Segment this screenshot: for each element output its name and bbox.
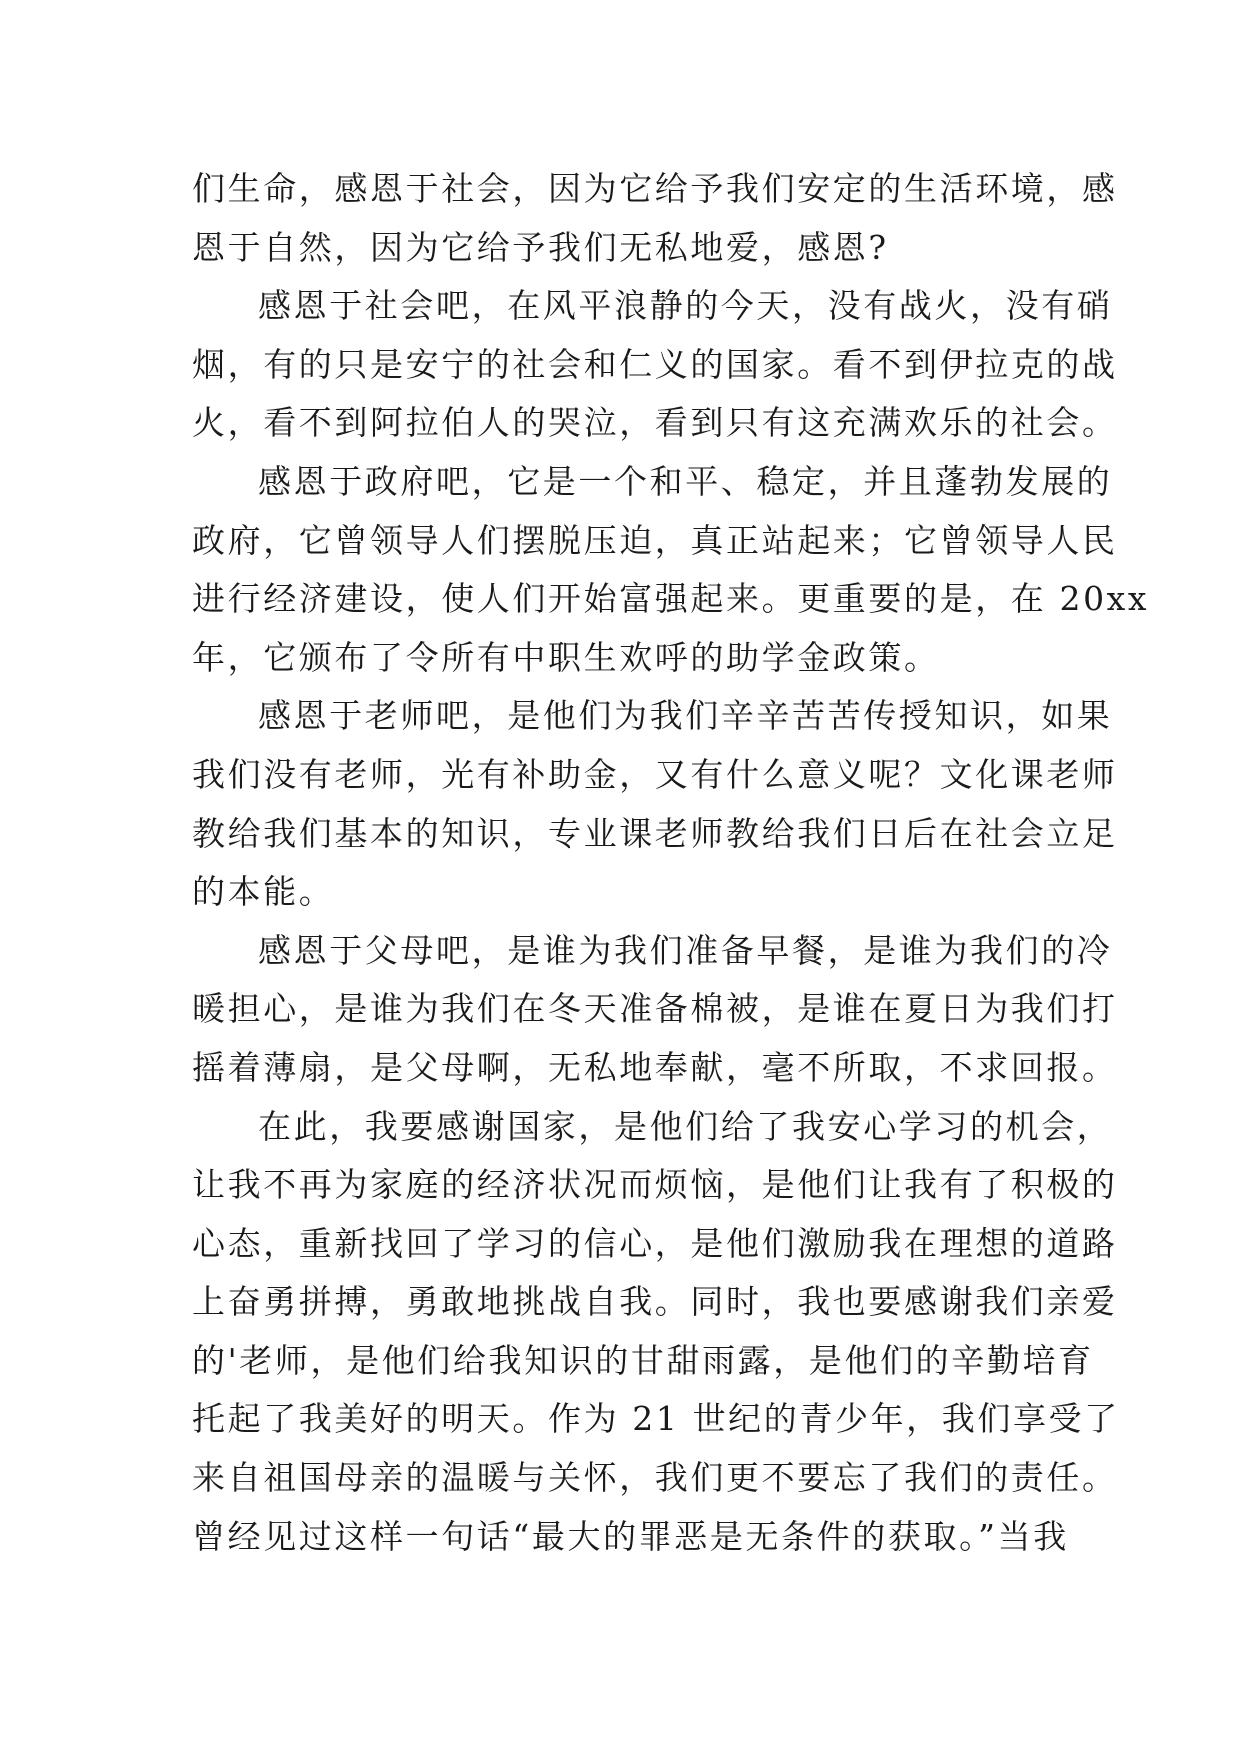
text-line: 暖担心，是谁为我们在冬天准备棉被，是谁在夏日为我们打 — [192, 989, 1118, 1029]
paragraph-first-line: 在此，我要感谢国家，是他们给了我安心学习的机会， — [258, 1106, 1113, 1146]
text-line: 托起了我美好的明天。作为 21 世纪的青少年，我们享受了 — [192, 1399, 1120, 1439]
text-line: 上奋勇拼搏，勇敢地挑战自我。同时，我也要感谢我们亲爱 — [192, 1282, 1118, 1322]
text-line: 恩于自然，因为它给予我们无私地爱，感恩? — [192, 227, 889, 267]
text-line: 烟，有的只是安宁的社会和仁义的国家。看不到伊拉克的战 — [192, 344, 1118, 384]
document-body-text — [192, 160, 1150, 1566]
paragraph-first-line: 感恩于父母吧，是谁为我们准备早餐，是谁为我们的冷 — [258, 930, 1113, 970]
text-line: 政府，它曾领导人们摆脱压迫，真正站起来；它曾领导人民 — [192, 520, 1118, 560]
text-line: 来自祖国母亲的温暖与关怀，我们更不要忘了我们的责任。 — [192, 1458, 1118, 1498]
text-line: 们生命，感恩于社会，因为它给予我们安定的生活环境，感 — [192, 169, 1118, 208]
text-line: 曾经见过这样一句话“最大的罪恶是无条件的获取。”当我 — [192, 1516, 1069, 1556]
text-line: 教给我们基本的知识，专业课老师教给我们日后在社会立足 — [192, 813, 1118, 853]
paragraph-first-line: 感恩于政府吧，它是一个和平、稳定，并且蓬勃发展的 — [258, 461, 1113, 501]
paragraph-first-line: 感恩于社会吧，在风平浪静的今天，没有战火，没有硝 — [258, 286, 1113, 326]
text-line: 火，看不到阿拉伯人的哭泣，看到只有这充满欢乐的社会。 — [192, 403, 1118, 443]
text-line: 摇着薄扇，是父母啊，无私地奉献，毫不所取，不求回报。 — [192, 1047, 1118, 1087]
text-line: 我们没有老师，光有补助金，又有什么意义呢？文化课老师 — [192, 754, 1118, 794]
text-line: 让我不再为家庭的经济状况而烦恼，是他们让我有了积极的 — [192, 1165, 1118, 1205]
text-line: 年，它颁布了令所有中职生欢呼的助学金政策。 — [192, 637, 940, 677]
text-line: 心态，重新找回了学习的信心，是他们激励我在理想的道路 — [192, 1223, 1118, 1263]
paragraph-first-line: 感恩于老师吧，是他们为我们辛辛苦苦传授知识，如果 — [258, 696, 1113, 736]
text-line: 的'老师，是他们给我知识的甘甜雨露，是他们的辛勤培育 — [192, 1340, 1094, 1380]
text-line: 进行经济建设，使人们开始富强起来。更重要的是，在 20xx — [192, 579, 1150, 619]
text-line: 的本能。 — [192, 872, 335, 912]
